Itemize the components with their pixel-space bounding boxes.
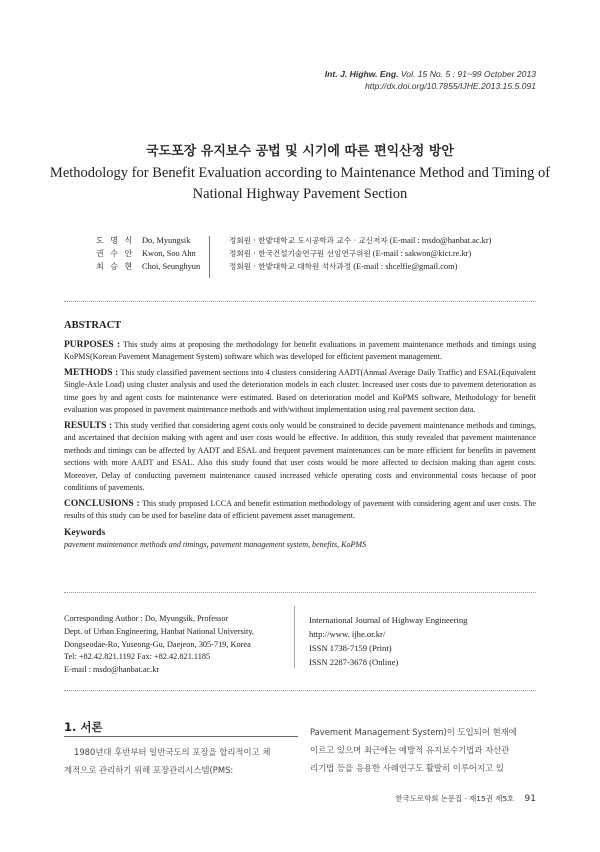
body-text-left <box>64 743 300 779</box>
journal-header <box>325 69 536 79</box>
journal-name: Int. J. Highw. Eng. <box>324 69 399 79</box>
author-affiliations <box>229 234 491 273</box>
body-text-right <box>310 723 536 777</box>
body-line: Pavement Management System)이 도입되어 현재에 <box>310 727 517 737</box>
author-name-ko: 권 수 안 <box>96 249 135 258</box>
author-affiliation: 정회원 · 한밭대학교 대학원 석사과정 (E-mail : shcelfie@gmail.com) <box>229 262 458 271</box>
corresponding-author-block <box>64 613 300 677</box>
author-affiliation: 정회원 · 한국건설기술연구원 선임연구위원 (E-mail : sakwon@kict.re.kr) <box>229 249 472 258</box>
journal-info-line: International Journal of Highway Engineering <box>309 615 468 625</box>
info-divider <box>294 606 295 668</box>
section-heading: 1. 서론 <box>64 720 103 734</box>
conclusions-paragraph: CONCLUSIONS : This study proposed LCCA and benefit estimation methodology of pavement with considering agent and user costs. The results of this study can be used for baseline data of efficient pavement asset management. <box>64 498 536 520</box>
body-line: 이르고 있으며 최근에는 예방적 유지보수기법과 자산관 <box>310 745 510 755</box>
results-paragraph: RESULTS : This study verified that considering agent costs only would be constrained to decide pavement maintenance methods and timings, and ascertained that decision making with agent and user costs would be effective. In addition, this study revealed that pavement maintenance methods and timings can be affected by AADT and ESAL and frequent pavement maintenances can be more efficient for benefits in pavement sections with more AADT and ESAL. Also this study found that user costs would be more affected to decision making than agent costs. Moreover, Delay of conducting pavement maintenance caused increased vehicle operating costs and environmental costs because of poor conditions of pavements. <box>64 420 536 492</box>
purposes-paragraph: PURPOSES : This study aims at proposing the methodology for benefit evaluations in pavement maintenance methods and timings using KoPMS(Korean Pavement Management System) software which was developed for efficient pavement management. <box>64 339 536 361</box>
journal-info-line: ISSN 1738-7159 (Print) <box>309 643 392 653</box>
doi-link[interactable]: http://dx.doi.org/10.7855/IJHE.2013.15.5.091 <box>364 81 536 91</box>
author-names-english <box>142 234 212 273</box>
section-rule <box>64 736 298 737</box>
corr-line: Tel: +82.42.821.1192 Fax: +82.42.821.1185 <box>64 652 211 662</box>
abstract <box>64 320 536 552</box>
page-number: 91 <box>524 794 536 804</box>
title-english-line1: Methodology for Benefit Evaluation according to Maintenance Method and Timing of <box>49 165 551 181</box>
volume-info: Vol. 15 No. 5 : 91~99 October 2013 <box>400 69 536 79</box>
divider <box>64 301 536 302</box>
title-english <box>0 163 600 205</box>
keywords-heading: Keywords <box>64 527 106 538</box>
author-name-en: Choi, Seunghyun <box>142 262 201 271</box>
divider <box>64 690 536 691</box>
footer-journal: 한국도로학회 논문집 · 제15권 제5호 <box>395 794 515 803</box>
corr-email: E-mail : msdo@hanbat.ac.kr <box>64 665 160 675</box>
corr-line: Dept. of Urban Engineering, Hanbat National University, <box>64 626 255 636</box>
title-korean: 국도포장 유지보수 공법 및 시기에 따른 편익산정 방안 <box>146 144 454 159</box>
corr-line: Dongseodae-Ro, Yuseong-Gu, Daejeon, 305-719, Korea <box>64 639 251 649</box>
methods-paragraph: METHODS : This study classified pavement sections into 4 clusters considering AADT(Annual Average Daily Traffic) and ESAL(Equivalent Single-Axle Load) using cluster analysis and used the deterioration models in each cluster. Increased user costs due to pavement deterioration as time goes by and agent costs for maintenance were estimated. Based on deterioration model and KoPMS software, Methodology for benefit evaluation was proposed in pavement maintenance methods and with/without implementation using real pavement section data. <box>64 367 536 414</box>
abstract-heading: ABSTRACT <box>64 320 122 331</box>
author-affiliation: 정회원 · 한밭대학교 도시공학과 교수 · 교신저자 (E-mail : msdo@hanbat.ac.kr) <box>229 236 492 245</box>
keywords: pavement maintenance methods and timings, pavement management system, benefits, KoPMS <box>64 540 367 549</box>
corr-line: Corresponding Author : Do, Myungsik, Professor <box>64 614 229 623</box>
divider <box>64 592 536 593</box>
body-line: 리기법 등을 응용한 사례연구도 활발히 이루어지고 있 <box>310 763 504 773</box>
author-name-ko: 도 명 식 <box>96 236 135 245</box>
body-line: 계적으로 관리하기 위해 포장관리시스템(PMS: <box>64 765 234 775</box>
page-footer <box>396 793 536 804</box>
title-english-line2: National Highway Pavement Section <box>192 186 408 202</box>
journal-url[interactable]: http://www. ijhe.or.kr/ <box>309 629 386 639</box>
author-name-en: Do, Myungsik <box>142 236 191 245</box>
author-name-en: Kwon, Soo Ahn <box>142 249 196 258</box>
author-divider <box>209 236 210 278</box>
journal-info-block <box>309 613 539 669</box>
body-line: 1980년대 후반부터 일반국도의 포장을 합리적이고 체 <box>74 747 271 757</box>
author-names-korean <box>96 234 136 273</box>
journal-info-line: ISSN 2287-3678 (Online) <box>309 657 399 667</box>
author-name-ko: 최 승 현 <box>96 262 135 271</box>
